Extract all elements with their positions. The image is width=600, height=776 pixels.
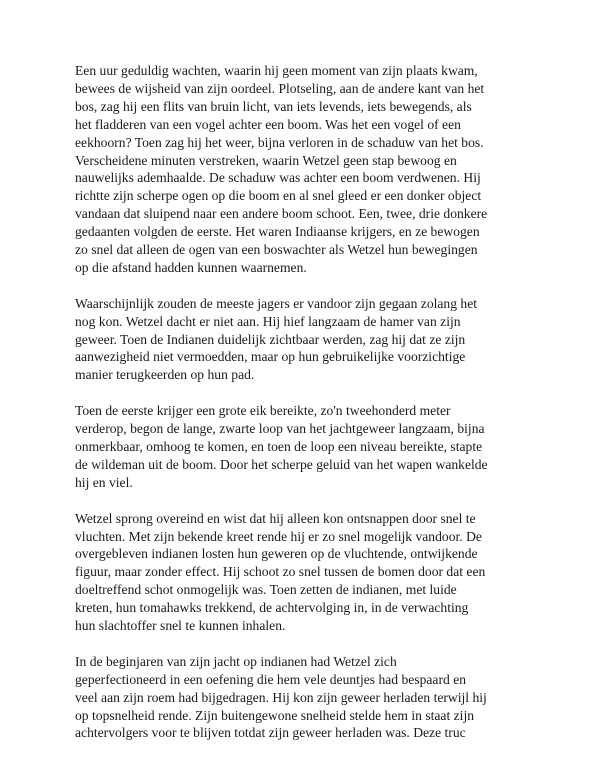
text-line: overgebleven indianen losten hun geweren op de vluchtende, ontwijkende [75,546,478,562]
text-line: richtte zijn scherpe ogen op die boom en al snel gleed er een donker object [75,188,482,204]
text-line: figuur, maar zonder effect. Hij schoot zo snel tussen de bomen door dat een [75,564,486,580]
text-line: Waarschijnlijk zouden de meeste jagers er vandoor zijn gegaan zolang het [75,295,478,311]
text-line: aanwezigheid niet vermoedden, maar op hun gebruikelijke voorzichtige [75,349,466,365]
text-line: het fladderen van een vogel achter een boom. Was het een vogel of een [75,116,461,132]
text-line: zo snel dat alleen de ogen van een boswachter als Wetzel hun bewegingen [75,242,478,258]
text-line: op die afstand hadden kunnen waarnemen. [75,259,307,275]
text-line: geweer. Toen de Indianen duidelijk zichtbaar werden, zag hij dat ze zijn [75,331,466,347]
text-line: eekhoorn? Toen zag hij het weer, bijna verloren in de schaduw van het bos. [75,134,484,150]
text-line: vluchten. Met zijn bekende kreet rende hij er zo snel mogelijk vandoor. De [75,528,482,544]
text-line: veel aan zijn roem had bijgedragen. Hij kon zijn geweer herladen terwijl hij [75,689,487,705]
text-line: Wetzel sprong overeind en wist dat hij alleen kon ontsnappen door snel te [75,510,476,526]
text-line: nog kon. Wetzel dacht er niet aan. Hij hief langzaam de hamer van zijn [75,313,461,329]
text-line: geperfectioneerd in een oefening die hem vele deuntjes had bespaard en [75,671,467,687]
text-line: op topsnelheid rende. Zijn buitengewone snelheid stelde hem in staat zijn [75,707,475,723]
paragraph [75,295,529,385]
text-line: hij en viel. [75,474,133,490]
paragraph [75,62,529,277]
paragraph [75,402,529,492]
text-line: achtervolgers voor te blijven totdat zijn geweer herladen was. Deze truc [75,725,466,741]
text-line: vandaan dat sluipend naar een andere boom schoot. Een, twee, drie donkere [75,206,488,222]
text-line: Verscheidene minuten verstreken, waarin Wetzel geen stap bewoog en [75,152,457,168]
text-line: verderop, begon de lange, zwarte loop van het jachtgeweer langzaam, bijna [75,421,485,437]
text-line: Toen de eerste krijger een grote eik bereikte, zo'n tweehonderd meter [75,403,451,419]
text-line: bewees de wijsheid van zijn oordeel. Plotseling, aan de andere kant van het [75,80,485,96]
text-line: kreten, hun tomahawks trekkend, de achtervolging in, in de verwachting [75,600,469,616]
paragraph [75,510,529,635]
text-line: onmerkbaar, omhoog te komen, en toen de loop een niveau bereikte, stapte [75,439,483,454]
text-line: gedaanten volgden de eerste. Het waren Indiaanse krijgers, en ze bewogen [75,224,480,240]
text-line: de wildeman uit de boom. Door het scherpe geluid van het wapen wankelde [75,456,488,472]
text-line: nauwelijks ademhaalde. De schaduw was achter een boom verdwenen. Hij [75,170,481,186]
body-text [75,62,529,760]
text-line: In de beginjaren van zijn jacht op indianen had Wetzel zich [75,653,397,669]
text-line: doeltreffend schot onmogelijk was. Toen zetten de indianen, met luide [75,582,457,598]
text-line: manier terugkeerden op hun pad. [75,367,255,383]
paragraph [75,653,529,743]
text-line: Een uur geduldig wachten, waarin hij geen moment van zijn plaats kwam, [75,63,478,78]
text-line: hun slachtoffer snel te kunnen inhalen. [75,618,286,634]
text-line: bos, zag hij een flits van bruin licht, van iets levends, iets bewegends, als [75,98,472,114]
